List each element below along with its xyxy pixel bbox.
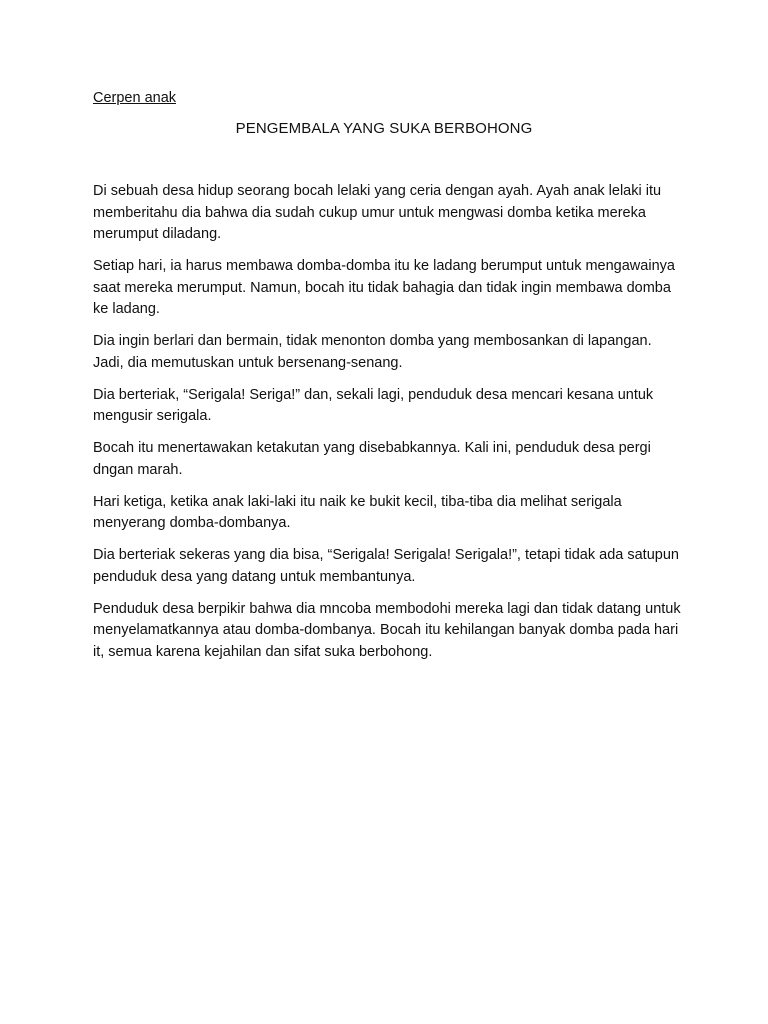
paragraph-4: Dia berteriak, “Serigala! Seriga!” dan, sekali lagi, penduduk desa mencari kesana untuk mengusir serigala. <box>93 386 654 424</box>
paragraph-6: Hari ketiga, ketika anak laki-laki itu naik ke bukit kecil, tiba-tiba dia melihat serigala menyerang domba-dombanya. <box>93 493 622 531</box>
genre-label: Cerpen anak <box>93 90 177 106</box>
story-body <box>93 181 685 674</box>
paragraph-2: Setiap hari, ia harus membawa domba-domba itu ke ladang berumput untuk mengawainya saat mereka merumput. Namun, bocah itu tidak bahagia dan tidak ingin membawa domba ke ladang. <box>93 258 675 317</box>
story-title: PENGEMBALA YANG SUKA BERBOHONG <box>235 120 533 137</box>
paragraph-8: Penduduk desa berpikir bahwa dia mncoba membodohi mereka lagi dan tidak datang untuk menyelamatkannya atau domba-dombanya. Bocah itu kehilangan banyak domba pada hari it, semua karena kejahilan dan sifat suka berbohong. <box>93 600 681 660</box>
paragraph-5: Bocah itu menertawakan ketakutan yang disebabkannya. Kali ini, penduduk desa pergi dngan marah. <box>93 440 651 478</box>
paragraph-1: Di sebuah desa hidup seorang bocah lelaki yang ceria dengan ayah. Ayah anak lelaki itu memberitahu dia bahwa dia sudah cukup umur untuk mengwasi domba ketika mereka merumput diladang. <box>93 183 662 242</box>
paragraph-3: Dia ingin berlari dan bermain, tidak menonton domba yang membosankan di lapangan. Jadi, dia memutuskan untuk bersenang-senang. <box>93 333 652 371</box>
paragraph-7: Dia berteriak sekeras yang dia bisa, “Serigala! Serigala! Serigala!”, tetapi tidak ada satupun penduduk desa yang datang untuk membantunya. <box>93 547 679 585</box>
